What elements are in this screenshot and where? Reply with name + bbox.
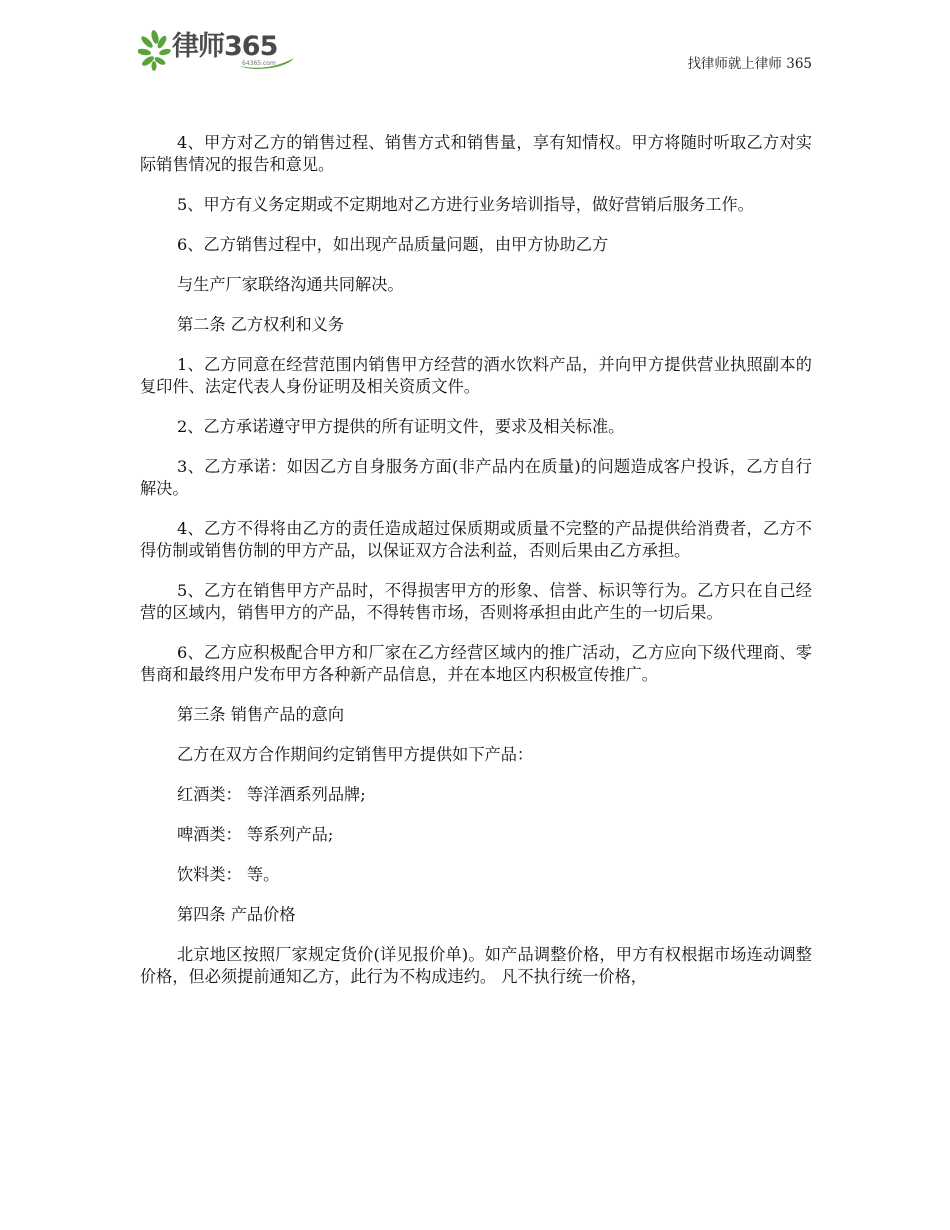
section-heading: 第四条 产品价格 <box>177 905 296 924</box>
section-heading: 第二条 乙方权利和义务 <box>177 315 345 334</box>
paragraph: 6、乙方销售过程中，如出现产品质量问题，由甲方协助乙方 <box>177 235 609 254</box>
paragraph: 3、乙方承诺：如因乙方自身服务方面(非产品内在质量)的问题造成客户投诉，乙方自行解决。 <box>140 457 812 498</box>
logo-domain: 64365.com <box>242 60 276 67</box>
document-body <box>140 132 812 1006</box>
paragraph: 与生产厂家联络沟通共同解决。 <box>177 275 404 294</box>
logo-wordmark: 律师365 <box>172 31 278 62</box>
paragraph: 乙方在双方合作期间约定销售甲方提供如下产品： <box>177 745 534 764</box>
page-header <box>0 0 950 90</box>
header-tagline: 找律师就上律师 365 <box>687 56 812 72</box>
paragraph: 1、乙方同意在经营范围内销售甲方经营的酒水饮料产品，并向甲方提供营业执照副本的复印件、法定代表人身份证明及相关资质文件。 <box>140 355 812 396</box>
paragraph: 2、乙方承诺遵守甲方提供的所有证明文件，要求及相关标准。 <box>177 417 625 436</box>
brand-logo[interactable] <box>138 30 298 72</box>
logo-swoosh-icon <box>238 56 298 70</box>
paragraph: 4、甲方对乙方的销售过程、销售方式和销售量，享有知情权。甲方将随时听取乙方对实际销售情况的报告和意见。 <box>140 133 812 174</box>
paragraph: 5、乙方在销售甲方产品时，不得损害甲方的形象、信誉、标识等行为。乙方只在自己经营的区域内，销售甲方的产品，不得转售市场，否则将承担由此产生的一切后果。 <box>140 581 812 622</box>
leaf-logo-icon <box>138 30 172 72</box>
section-heading: 第三条 销售产品的意向 <box>177 705 345 724</box>
product-line: 啤酒类： 等系列产品; <box>177 825 334 844</box>
paragraph: 5、甲方有义务定期或不定期地对乙方进行业务培训指导，做好营销后服务工作。 <box>177 195 754 214</box>
paragraph: 4、乙方不得将由乙方的责任造成超过保质期或质量不完整的产品提供给消费者，乙方不得仿制或销售仿制的甲方产品，以保证双方合法利益，否则后果由乙方承担。 <box>140 519 812 560</box>
paragraph: 北京地区按照厂家规定货价(详见报价单)。如产品调整价格，甲方有权根据市场连动调整价格，但必须提前通知乙方，此行为不构成违约。 凡不执行统一价格， <box>140 945 812 986</box>
product-line: 红酒类： 等洋酒系列品牌; <box>177 785 366 804</box>
paragraph: 6、乙方应积极配合甲方和厂家在乙方经营区域内的推广活动，乙方应向下级代理商、零售商和最终用户发布甲方各种新产品信息，并在本地区内积极宣传推广。 <box>140 643 812 684</box>
product-line: 饮料类： 等。 <box>177 865 280 884</box>
